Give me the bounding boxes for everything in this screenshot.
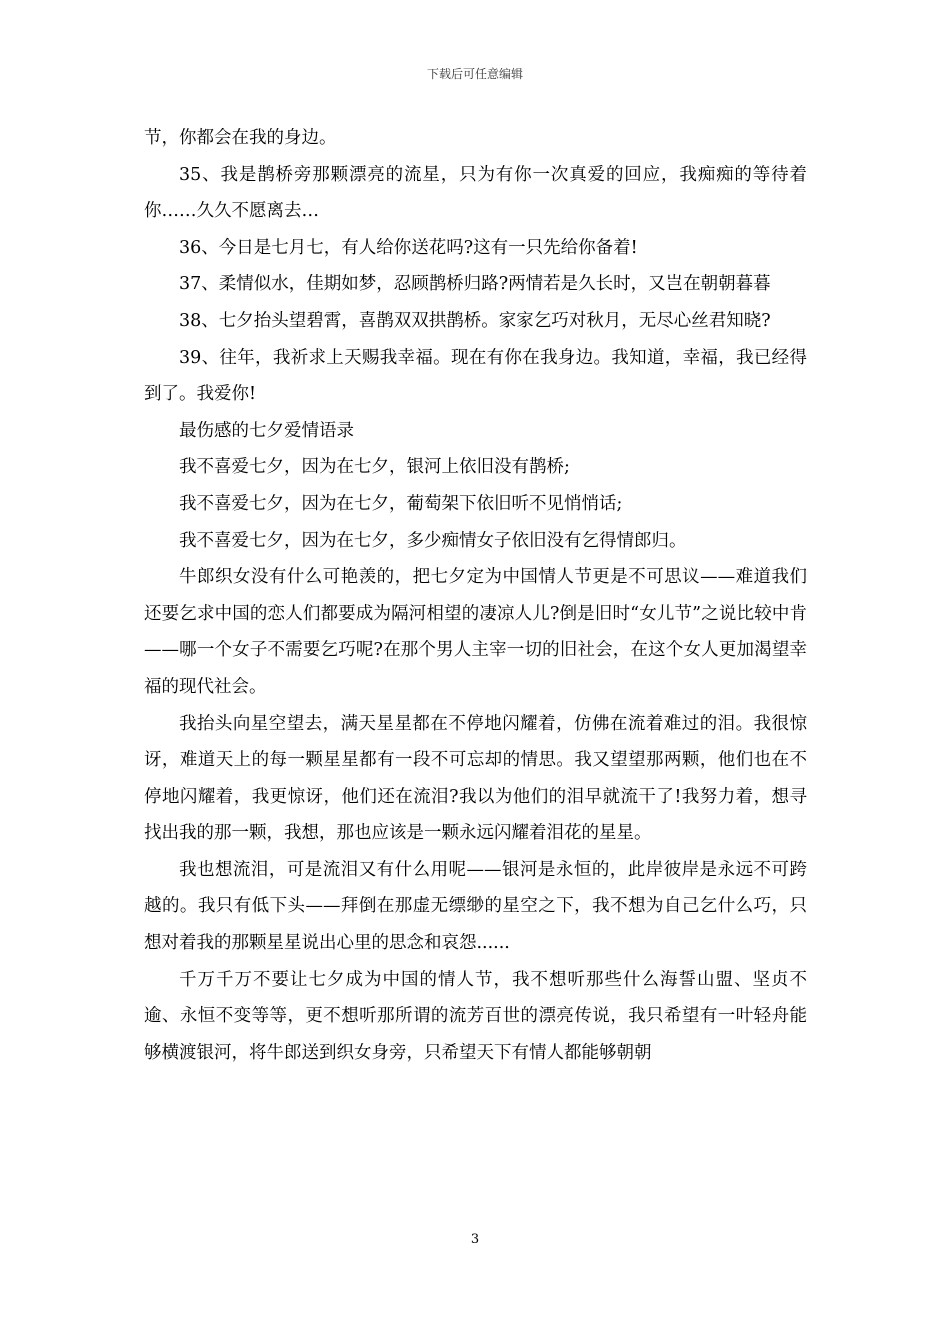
paragraph: 千万千万不要让七夕成为中国的情人节，我不想听那些什么海誓山盟、坚贞不逾、永恒不变等等，更不想听那所谓的流芳百世的漂亮传说，我只希望有一叶轻舟能够横渡银河，将牛郎送到织女身旁，只希望天下有情人都能够朝朝: [144, 969, 807, 1063]
document-body: [144, 120, 807, 1071]
paragraph-line: 我不喜爱七夕，因为在七夕，银河上依旧没有鹊桥;: [179, 457, 570, 478]
section-heading: 最伤感的七夕爱情语录: [179, 420, 354, 441]
paragraph-item-38: 38、七夕抬头望碧霄，喜鹊双双拱鹊桥。家家乞巧对秋月，无尽心丝君知晓?: [179, 310, 771, 331]
paragraph-line: 我不喜爱七夕，因为在七夕，葡萄架下依旧听不见悄悄话;: [179, 493, 623, 514]
page-header: 下载后可任意编辑: [426, 67, 523, 81]
paragraph-continued: 节，你都会在我的身边。: [144, 128, 337, 148]
paragraph: 我抬头向星空望去，满天星星都在不停地闪耀着，仿佛在流着难过的泪。我很惊讶，难道天上的每一颗星星都有一段不可忘却的情思。我又望望那两颗，他们也在不停地闪耀着，我更惊讶，他们还在流泪?我以为他们的泪早就流干了!我努力着，想寻找出我的那一颗，我想，那也应该是一颗永远闪耀着泪花的星星。: [144, 713, 807, 844]
paragraph-item-35: 35、我是鹊桥旁那颗漂亮的流星，只为有你一次真爱的回应，我痴痴的等待着你……久久不愿离去…: [144, 164, 807, 222]
paragraph-item-37: 37、柔情似水，佳期如梦，忍顾鹊桥归路?两情若是久长时，又岂在朝朝暮暮: [179, 274, 771, 295]
paragraph-item-36: 36、今日是七月七，有人给你送花吗?这有一只先给你备着!: [179, 237, 638, 258]
paragraph-line: 我不喜爱七夕，因为在七夕，多少痴情女子依旧没有乞得情郎归。: [179, 530, 687, 551]
paragraph: 牛郎织女没有什么可艳羡的，把七夕定为中国情人节更是不可思议——难道我们还要乞求中国的恋人们都要成为隔河相望的凄凉人儿?倒是旧时“女儿节”之说比较中肯——哪一个女子不需要乞巧呢?在那个男人主宰一切的旧社会，在这个女人更加渴望幸福的现代社会。: [144, 567, 807, 697]
paragraph: 我也想流泪，可是流泪又有什么用呢——银河是永恒的，此岸彼岸是永远不可跨越的。我只有低下头——拜倒在那虚无缥缈的星空之下，我不想为自己乞什么巧，只想对着我的那颗星星说出心里的思念和哀怨......: [144, 859, 807, 954]
paragraph-item-39: 39、往年，我祈求上天赐我幸福。现在有你在我身边。我知道，幸福，我已经得到了。我爱你!: [144, 347, 807, 405]
page-number: 3: [470, 1232, 480, 1247]
